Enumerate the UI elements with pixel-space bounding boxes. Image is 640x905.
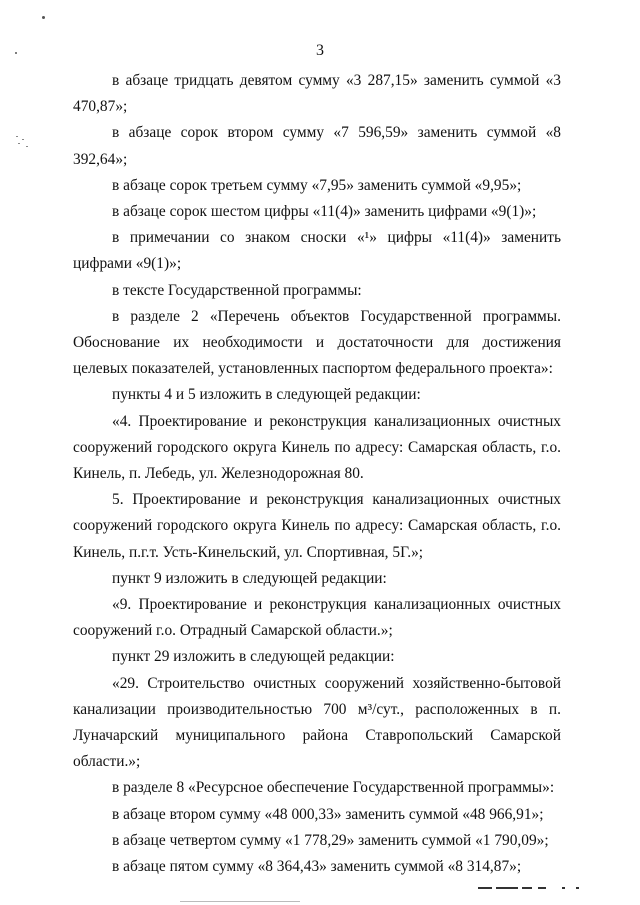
paragraph: в абзаце втором сумму «48 000,33» заменить суммой «48 966,91»; bbox=[112, 805, 544, 823]
paragraph: в абзаце сорок втором сумму «7 596,59» заменить суммой «8 392,64»; bbox=[73, 124, 561, 168]
paragraph: в абзаце сорок шестом цифры «11(4)» заменить цифрами «9(1)»; bbox=[112, 203, 537, 221]
paragraph: «29. Строительство очистных сооружений хозяйственно-бытовой канализации производительностью 700 м³/сут., расположенных в п. Луначарский муниципального района Ставропольский Самарской области.»; bbox=[73, 674, 561, 771]
scan-speck bbox=[42, 16, 45, 19]
scan-stamp-marks bbox=[478, 885, 588, 891]
paragraph: пункт 9 изложить в следующей редакции: bbox=[112, 569, 387, 587]
document-body bbox=[73, 68, 561, 880]
paragraph: «9. Проектирование и реконструкция канализационных очистных сооружений г.о. Отрадный Самарской области.»; bbox=[73, 596, 561, 640]
paragraph: в абзаце сорок третьем сумму «7,95» заменить суммой «9,95»; bbox=[112, 176, 522, 194]
paragraph: в абзаце четвертом сумму «1 778,29» заменить суммой «1 790,09»; bbox=[112, 831, 549, 849]
paragraph: в примечании со знаком сноски «¹» цифры «11(4)» заменить цифрами «9(1)»; bbox=[73, 229, 561, 273]
scan-bottom-line bbox=[180, 901, 300, 902]
paragraph: пункт 29 изложить в следующей редакции: bbox=[112, 648, 395, 666]
paragraph: в разделе 2 «Перечень объектов Государственной программы. Обоснование их необходимости и достаточности для достижения целевых показателей, установленных паспортом федерального проекта»: bbox=[73, 307, 561, 378]
page-number: 3 bbox=[316, 42, 324, 59]
paragraph: в абзаце тридцать девятом сумму «3 287,15» заменить суммой «3 470,87»; bbox=[73, 72, 561, 116]
paragraph: 5. Проектирование и реконструкция канализационных очистных сооружений городского округа Кинель по адресу: Самарская область, г.о. Кинель, п.г.т. Усть-Кинельский, ул. Спортивная, 5Г.»; bbox=[73, 491, 561, 561]
scan-edge-marks bbox=[14, 135, 36, 149]
paragraph: в разделе 8 «Ресурсное обеспечение Государственной программы»: bbox=[112, 779, 555, 797]
paragraph: в тексте Государственной программы: bbox=[112, 281, 362, 299]
paragraph: пункты 4 и 5 изложить в следующей редакции: bbox=[112, 386, 421, 404]
paragraph: «4. Проектирование и реконструкция канализационных очистных сооружений городского округа Кинель по адресу: Самарская область, г.о. Кинель, п. Лебедь, ул. Железнодорожная 80. bbox=[73, 412, 561, 483]
paragraph: в абзаце пятом сумму «8 364,43» заменить суммой «8 314,87»; bbox=[112, 858, 522, 876]
